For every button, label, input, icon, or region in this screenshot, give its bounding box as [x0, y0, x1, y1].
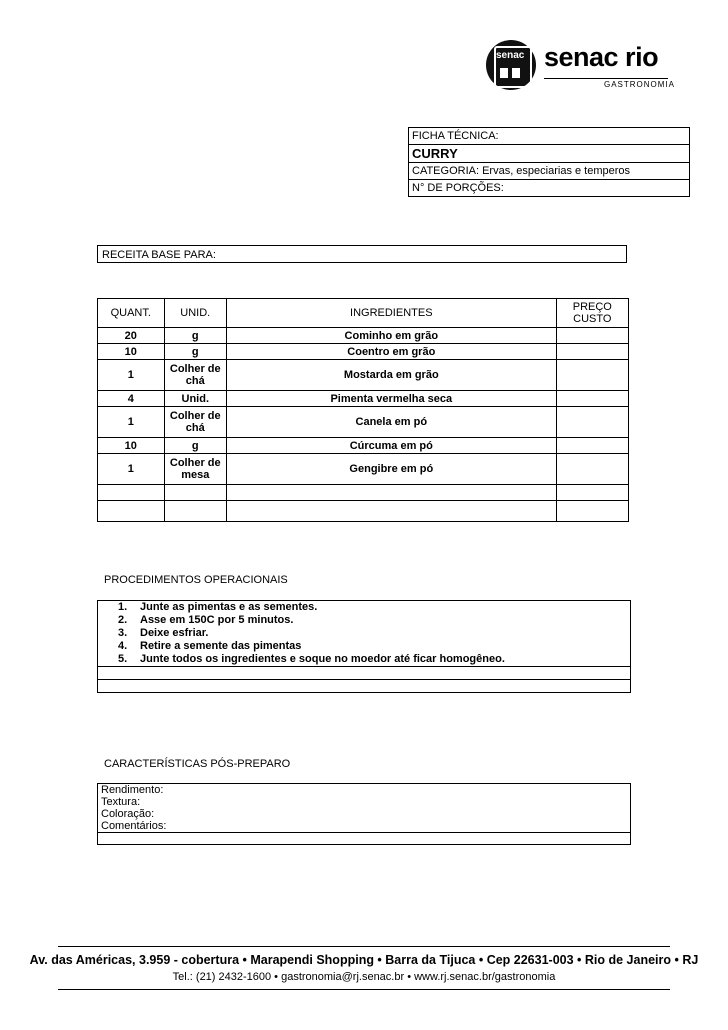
- characteristics-table: [97, 783, 631, 845]
- procedures-label: PROCEDIMENTOS OPERACIONAIS: [104, 574, 288, 586]
- step-number: 1.: [118, 601, 128, 613]
- cell-unid: Colher de chá: [164, 360, 226, 391]
- table-row: [98, 360, 629, 391]
- list-item: [118, 653, 630, 666]
- logo-title: senac rio: [544, 42, 659, 72]
- table-row: [98, 328, 629, 344]
- characteristics-fields: [98, 784, 631, 833]
- cell-unid: Unid.: [164, 391, 226, 407]
- step-text: Retire a semente das pimentas: [140, 640, 302, 652]
- cell-price: [556, 438, 628, 454]
- step-number: 3.: [118, 627, 128, 639]
- cell-price: [556, 407, 628, 438]
- coloracao-field: Coloração:: [101, 808, 155, 820]
- table-row: [98, 407, 629, 438]
- step-text: Junte as pimentas e as sementes.: [140, 601, 318, 613]
- step-text: Junte todos os ingredientes e soque no moedor até ficar homogêneo.: [140, 653, 505, 665]
- cell-quant: 1: [98, 407, 165, 438]
- cell-ingredient: Cúrcuma em pó: [227, 438, 557, 454]
- step-number: 2.: [118, 614, 128, 626]
- cell-ingredient: Pimenta vermelha seca: [227, 391, 557, 407]
- table-row-empty: [98, 501, 629, 522]
- comentarios-field: Comentários:: [101, 820, 167, 832]
- cell-quant: 20: [98, 328, 165, 344]
- cell-ingredient: Gengibre em pó: [227, 454, 557, 485]
- receita-base-field: RECEITA BASE PARA:: [97, 245, 627, 263]
- table-header-row: [98, 299, 629, 328]
- table-row: [98, 391, 629, 407]
- list-item: [118, 614, 630, 627]
- cell-unid: g: [164, 438, 226, 454]
- empty-row: [98, 833, 631, 845]
- footer-contact: Tel.: (21) 2432-1600 • gastronomia@rj.senac.br • www.rj.senac.br/gastronomia: [172, 971, 556, 983]
- cell-price: [556, 391, 628, 407]
- recipe-name: CURRY: [409, 145, 690, 163]
- table-row-empty: [98, 485, 629, 501]
- textura-field: Textura:: [101, 796, 141, 808]
- step-text: Asse em 150C por 5 minutos.: [140, 614, 294, 626]
- table-row: [98, 344, 629, 360]
- list-item: [118, 640, 630, 653]
- cell-price: [556, 344, 628, 360]
- ficha-tecnica-table: [408, 127, 690, 197]
- footer-address: Av. das Américas, 3.959 - cobertura • Marapendi Shopping • Barra da Tijuca • Cep 22631-003 • Rio de Janeiro • RJ: [29, 953, 699, 967]
- step-text: Deixe esfriar.: [140, 627, 209, 639]
- logo-subtitle: GASTRONOMIA: [604, 80, 676, 89]
- empty-row: [98, 680, 631, 693]
- rendimento-field: Rendimento:: [101, 784, 164, 796]
- characteristics-label: CARACTERÍSTICAS PÓS-PREPARO: [104, 758, 291, 770]
- cell-unid: g: [164, 344, 226, 360]
- cell-ingredient: Canela em pó: [227, 407, 557, 438]
- cell-price: [556, 454, 628, 485]
- recipe-portions: N° DE PORÇÕES:: [409, 180, 690, 197]
- list-item: [118, 627, 630, 640]
- cell-quant: 1: [98, 360, 165, 391]
- footer-divider: [58, 989, 670, 990]
- ficha-label: FICHA TÉCNICA:: [409, 128, 690, 145]
- cell-quant: 4: [98, 391, 165, 407]
- table-row: [98, 438, 629, 454]
- cell-ingredient: Coentro em grão: [227, 344, 557, 360]
- header-unid: UNID.: [164, 299, 226, 328]
- header-preco: PREÇO CUSTO: [556, 299, 628, 328]
- procedures-table: [97, 600, 631, 693]
- cell-unid: g: [164, 328, 226, 344]
- cell-unid: Colher de mesa: [164, 454, 226, 485]
- cell-ingredient: Cominho em grão: [227, 328, 557, 344]
- senac-logo: [486, 40, 674, 92]
- ingredients-table: [97, 298, 629, 522]
- cell-quant: 10: [98, 438, 165, 454]
- header-quant: QUANT.: [98, 299, 165, 328]
- procedures-list: [98, 601, 631, 667]
- logo-small-text: senac: [496, 50, 525, 61]
- empty-row: [98, 667, 631, 680]
- step-number: 4.: [118, 640, 128, 652]
- list-item: [118, 601, 630, 614]
- recipe-category: CATEGORIA: Ervas, especiarias e temperos: [409, 163, 690, 180]
- cell-price: [556, 328, 628, 344]
- cell-price: [556, 360, 628, 391]
- cell-ingredient: Mostarda em grão: [227, 360, 557, 391]
- cell-quant: 10: [98, 344, 165, 360]
- header-ingredientes: INGREDIENTES: [227, 299, 557, 328]
- table-row: [98, 454, 629, 485]
- cell-unid: Colher de chá: [164, 407, 226, 438]
- step-number: 5.: [118, 653, 128, 665]
- footer-divider: [58, 946, 670, 947]
- senac-emblem-icon: [486, 40, 536, 90]
- cell-quant: 1: [98, 454, 165, 485]
